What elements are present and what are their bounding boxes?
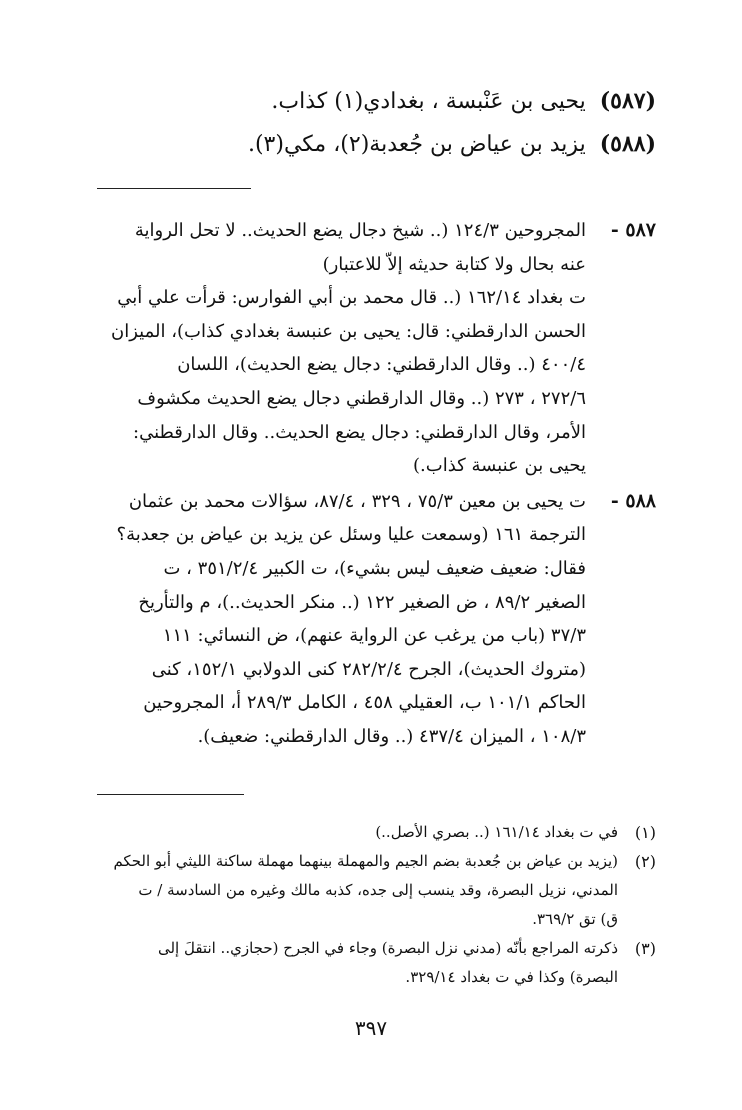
note-line: الترجمة ١٦١ (وسمعت عليا وسئل عن يزيد بن عياض بن جعدبة؟ [116,524,586,546]
section-divider [97,188,251,189]
note-line: يحيى بن عنبسة كذاب.) [413,455,586,477]
footnote-line: ذكرته المراجع بأنّه (مدني نزل البصرة) وجاء في الجرح (حجازي.. انتقلَ إلى [157,939,618,957]
note-line: المجروحين ١٢٤/٣ (.. شيخ دجال يضع الحديث.. لا تحل الرواية [134,220,586,241]
footnote-line: المدني، نزيل البصرة، وقد ينسب إلى جده، كذبه مالك وغيره من السادسة / ت [138,881,618,899]
note-588 [78,485,656,754]
footnote-body [76,818,618,847]
entry-number: (٥٨٧) [599,88,656,114]
note-line: ٤٠٠/٤ (.. وقال الدارقطني: دجال يضع الحديث)، اللسان [177,354,586,376]
entry-588 [86,123,656,166]
footnote-divider [97,794,244,795]
footnote-body [76,934,618,992]
note-587 [78,214,656,483]
note-number: ٥٨٧ - [610,219,656,241]
entries-list [86,80,656,166]
footnote-number: (١) [634,823,656,842]
note-line: عنه بحال ولا كتابة حديثه إلاّ للاعتبار) [322,253,586,275]
note-line: الأمر، وقال الدارقطني: دجال يضع الحديث.. وقال الدارقطني: [133,421,586,443]
note-line: ٣٧/٣ (باب من يرغب عن الرواية عنهم)، ض النسائي: ١١١ [162,625,586,647]
footnote-body [76,847,618,934]
note-line: ت يحيى بن معين ٧٥/٣ ، ٣٢٩ ، ٨٧/٤، سؤالات محمد بن عثمان [128,490,586,512]
entry-587 [86,80,656,123]
note-line: ٢٧٢/٦ ، ٢٧٣ (.. وقال الدارقطني دجال يضع الحديث مكشوف [137,387,586,409]
commentary-notes [78,214,656,756]
note-body [78,485,586,754]
footnote-number: (٣) [634,939,656,958]
footnote-line: البصرة) وكذا في ت بغداد ٣٢٩/١٤. [405,968,618,986]
footnote-1 [76,818,656,847]
note-line: الحاكم ١٠١/١ ب، العقيلي ٤٥٨ ، الكامل ٢٨٩/٣ أ، المجروحين [143,692,586,714]
note-line: الصغير ٨٩/٢ ، ض الصغير ١٢٢ (.. منكر الحديث..)، م والتأريخ [138,591,586,613]
note-line: ١٠٨/٣ ، الميزان ٤٣٧/٤ (.. وقال الدارقطني: ضعيف). [197,725,586,747]
note-body [78,214,586,483]
note-line: فقال: ضعيف ضعيف ليس بشيء)، ت الكبير ٣٥١/٢/٤ ، ت [163,557,586,579]
note-line: ت بغداد ١٦٢/١٤ (.. قال محمد بن أبي الفوارس: قرأت علي أبي [117,287,586,309]
footnote-2 [76,847,656,934]
page-number: ٣٩٧ [354,1016,388,1040]
note-line: الحسن الدارقطني: قال: يحيى بن عنبسة بغدادي كذاب)، الميزان [111,320,586,342]
footnote-3 [76,934,656,992]
footnote-line: ق) تق ٣٦٩/٢. [532,910,618,928]
note-line: (متروك الحديث)، الجرح ٢٨٢/٢/٤ كنى الدولابي ١٥٢/١، كنى [151,658,586,680]
entry-text: يزيد بن عياض بن جُعدبة(٢)، مكي(٣). [247,132,586,157]
entry-number: (٥٨٨) [599,131,656,157]
footnotes [76,818,656,992]
footnote-number: (٢) [634,852,656,871]
footnote-line: في ت بغداد ١٦١/١٤ (.. بصري الأصل..) [375,823,618,841]
footnote-line: (يزيد بن عياض بن جُعدبة بضم الجيم والمهملة بينهما مهملة ساكنة الليثي أبو الحكم [113,852,618,870]
entry-text: يحيى بن عَنْبسة ، بغدادي(١) كذاب. [271,89,586,114]
note-number: ٥٨٨ - [610,489,656,512]
